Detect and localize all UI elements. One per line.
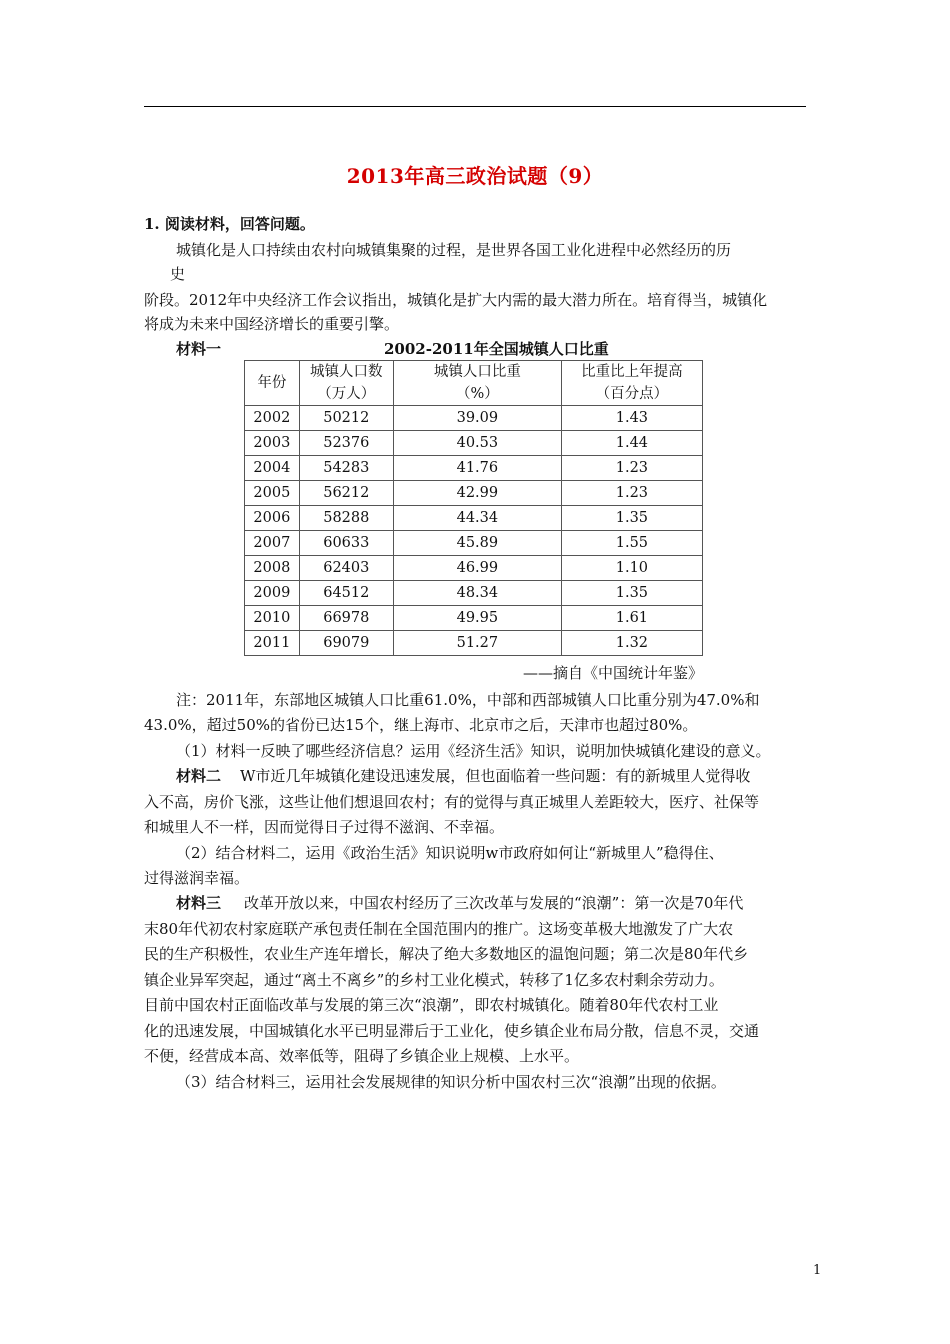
table-cell: 1.10 bbox=[561, 556, 702, 581]
table-cell: 39.09 bbox=[393, 406, 561, 431]
table-row bbox=[245, 481, 703, 506]
table-cell: 2011 bbox=[245, 631, 300, 656]
table-row bbox=[245, 556, 703, 581]
intro-line-3: 阶段。2012年中央经济工作会议指出，城镇化是扩大内需的最大潜力所在。培育得当，城镇化 bbox=[144, 291, 768, 309]
material3-line-3: 民的生产积极性，农业生产连年增长，解决了绝大多数地区的温饱问题；第二次是80年代乡 bbox=[144, 945, 749, 963]
header-ratio-increase: 比重比上年提高 （百分点） bbox=[561, 361, 702, 406]
material3-line-5: 目前中国农村正面临改革与发展的第三次“浪潮”，即农村城镇化。随着80年代农村工业 bbox=[144, 996, 719, 1014]
material3-line-2: 末80年代初农村家庭联产承包责任制在全国范围内的推广。这场变革极大地激发了广大农 bbox=[144, 920, 734, 938]
table-cell: 2009 bbox=[245, 581, 300, 606]
table-cell: 2002 bbox=[245, 406, 300, 431]
header-year: 年份 bbox=[245, 361, 300, 406]
table-cell: 1.35 bbox=[561, 581, 702, 606]
table-cell: 2006 bbox=[245, 506, 300, 531]
table-cell: 2005 bbox=[245, 481, 300, 506]
material2-line-3: 和城里人不一样，因而觉得日子过得不滋润、不幸福。 bbox=[144, 818, 505, 836]
question-3: （3）结合材料三，运用社会发展规律的知识分析中国农村三次“浪潮”出现的依据。 bbox=[176, 1073, 726, 1091]
header-urban-population: 城镇人口数 （万人） bbox=[299, 361, 393, 406]
header-urban-ratio: 城镇人口比重 （%） bbox=[393, 361, 561, 406]
material3-line-6: 化的迅速发展，中国城镇化水平已明显滞后于工业化，使乡镇企业布局分散，信息不灵，交通 bbox=[144, 1022, 760, 1040]
table-cell: 64512 bbox=[299, 581, 393, 606]
table-header-row bbox=[245, 361, 703, 406]
table-cell: 1.55 bbox=[561, 531, 702, 556]
table-row bbox=[245, 581, 703, 606]
table-row bbox=[245, 431, 703, 456]
question-2-line-2: 过得滋润幸福。 bbox=[144, 869, 250, 887]
table-cell: 40.53 bbox=[393, 431, 561, 456]
intro-line-1: 城镇化是人口持续由农村向城镇集聚的过程，是世界各国工业化进程中必然经历的历 bbox=[176, 241, 732, 259]
table-cell: 46.99 bbox=[393, 556, 561, 581]
header-rule bbox=[144, 106, 806, 107]
note-line-1: 注：2011年，东部地区城镇人口比重61.0%，中部和西部城镇人口比重分别为47.0%和 bbox=[176, 691, 760, 709]
table-cell: 2010 bbox=[245, 606, 300, 631]
table-cell: 45.89 bbox=[393, 531, 561, 556]
table-cell: 42.99 bbox=[393, 481, 561, 506]
table-cell: 2007 bbox=[245, 531, 300, 556]
table-cell: 48.34 bbox=[393, 581, 561, 606]
table-cell: 62403 bbox=[299, 556, 393, 581]
table-source: ——摘自《中国统计年鉴》 bbox=[523, 664, 704, 682]
table-cell: 44.34 bbox=[393, 506, 561, 531]
question-1: （1）材料一反映了哪些经济信息？运用《经济生活》知识，说明加快城镇化建设的意义。 bbox=[176, 742, 771, 760]
material3-line-4: 镇企业异军突起，通过“离土不离乡”的乡村工业化模式，转移了1亿多农村剩余劳动力。 bbox=[144, 971, 724, 989]
table-cell: 1.32 bbox=[561, 631, 702, 656]
material1-label: 材料一 bbox=[176, 340, 222, 358]
table-cell: 2008 bbox=[245, 556, 300, 581]
table-row bbox=[245, 531, 703, 556]
table-cell: 1.43 bbox=[561, 406, 702, 431]
table-cell: 1.23 bbox=[561, 456, 702, 481]
table-row bbox=[245, 406, 703, 431]
intro-line-2: 史 bbox=[170, 265, 186, 283]
table-cell: 51.27 bbox=[393, 631, 561, 656]
table-row bbox=[245, 456, 703, 481]
material2-line-1: W市近几年城镇化建设迅速发展，但也面临着一些问题：有的新城里人觉得收 bbox=[240, 767, 751, 785]
question-2-line-1: （2）结合材料二，运用《政治生活》知识说明w市政府如何让“新城里人”稳得住、 bbox=[176, 844, 724, 862]
table-cell: 1.44 bbox=[561, 431, 702, 456]
intro-line-4: 将成为未来中国经济增长的重要引擎。 bbox=[144, 315, 400, 333]
table-row bbox=[245, 606, 703, 631]
table-cell: 2003 bbox=[245, 431, 300, 456]
table-cell: 58288 bbox=[299, 506, 393, 531]
material3-line-1: 改革开放以来，中国农村经历了三次改革与发展的“浪潮”：第一次是70年代 bbox=[244, 894, 744, 912]
table-cell: 66978 bbox=[299, 606, 393, 631]
material2-line-2: 入不高，房价飞涨，这些让他们想退回农村；有的觉得与真正城里人差距较大，医疗、社保等 bbox=[144, 793, 760, 811]
table-cell: 1.61 bbox=[561, 606, 702, 631]
material3-label: 材料三 bbox=[176, 894, 222, 912]
table-cell: 1.23 bbox=[561, 481, 702, 506]
urban-population-table bbox=[244, 360, 703, 656]
note-line-2: 43.0%，超过50%的省份已达15个，继上海市、北京市之后，天津市也超过80%。 bbox=[144, 716, 698, 734]
table-cell: 56212 bbox=[299, 481, 393, 506]
page-title: 2013年高三政治试题（9） bbox=[346, 164, 604, 188]
table-cell: 60633 bbox=[299, 531, 393, 556]
table-cell: 50212 bbox=[299, 406, 393, 431]
table-cell: 41.76 bbox=[393, 456, 561, 481]
table-title: 2002-2011年全国城镇人口比重 bbox=[384, 340, 609, 358]
table-cell: 2004 bbox=[245, 456, 300, 481]
table-cell: 1.35 bbox=[561, 506, 702, 531]
page-number: 1 bbox=[813, 1263, 822, 1278]
material2-label: 材料二 bbox=[176, 767, 222, 785]
table-row bbox=[245, 631, 703, 656]
material3-line-7: 不便，经营成本高、效率低等，阻碍了乡镇企业上规模、上水平。 bbox=[144, 1047, 580, 1065]
question-label: 1. 阅读材料，回答问题。 bbox=[144, 215, 315, 233]
table-cell: 52376 bbox=[299, 431, 393, 456]
table-cell: 69079 bbox=[299, 631, 393, 656]
table-row bbox=[245, 506, 703, 531]
table-cell: 49.95 bbox=[393, 606, 561, 631]
table-cell: 54283 bbox=[299, 456, 393, 481]
